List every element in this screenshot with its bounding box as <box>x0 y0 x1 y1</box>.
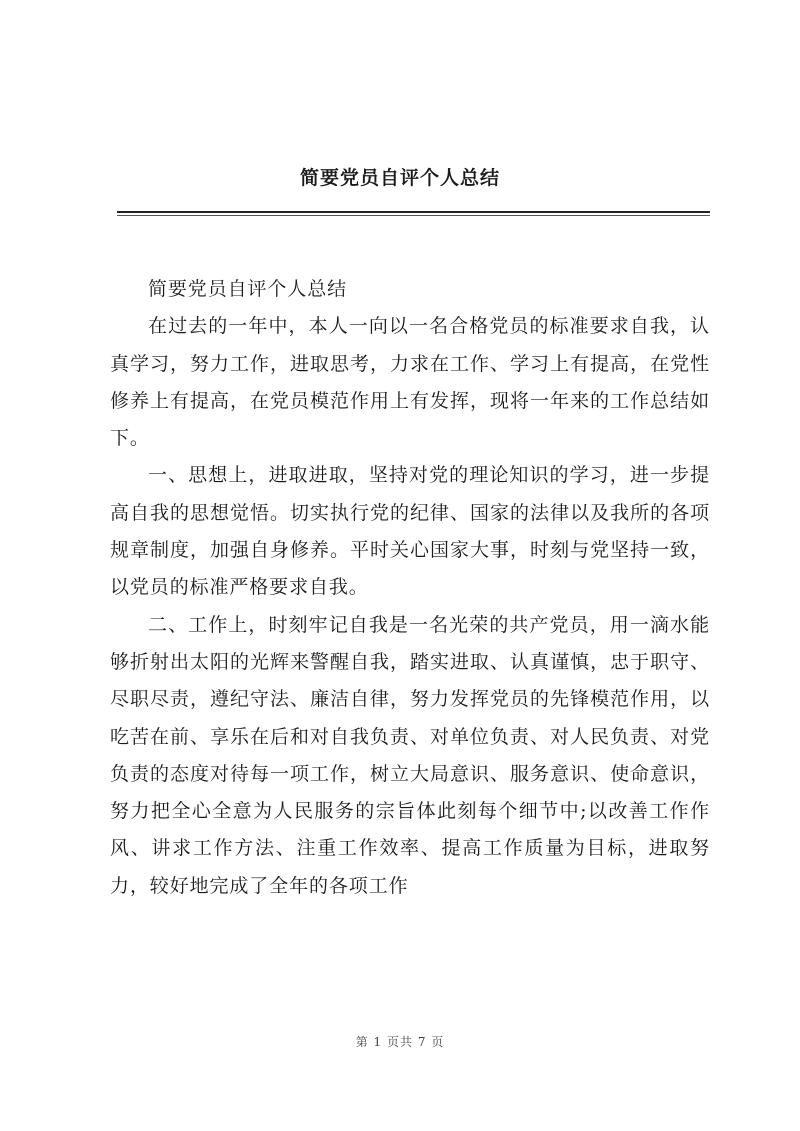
title-underline <box>117 211 710 213</box>
document-body <box>110 271 710 905</box>
page-title: 简要党员自评个人总结 <box>299 167 500 189</box>
body-paragraph: 简要党员自评个人总结 <box>148 278 348 300</box>
body-paragraph: 在过去的一年中，本人一向以一名合格党员的标准要求自我，认真学习，努力工作，进取思考，力求在工作、学习上有提高，在党性修养上有提高，在党员模范作用上有发挥，现将一年来的工作总结如下。 <box>110 315 710 450</box>
body-paragraph: 二、工作上，时刻牢记自我是一名光荣的共产党员，用一滴水能够折射出太阳的光辉来警醒自我，踏实进取、认真谨慎，忠于职守、尽职尽责，遵纪守法、廉洁自律，努力发挥党员的先锋模范作用，以吃苦在前、享乐在后和对自我负责、对单位负责、对人民负责、对党负责的态度对待每一项工作，树立大局意识、服务意识、使命意识，努力把全心全意为人民服务的宗旨体此刻每个细节中;以改善工作作风、讲求工作方法、注重工作效率、提高工作质量为目标，进取努力，较好地完成了全年的各项工作 <box>110 613 710 897</box>
body-paragraph: 一、思想上，进取进取，坚持对党的理论知识的学习，进一步提高自我的思想觉悟。切实执行党的纪律、国家的法律以及我所的各项规章制度，加强自身修养。平时关心国家大事，时刻与党坚持一致，以党员的标准严格要求自我。 <box>110 464 710 599</box>
page-number-footer: 第 1 页共 7 页 <box>355 1035 445 1049</box>
